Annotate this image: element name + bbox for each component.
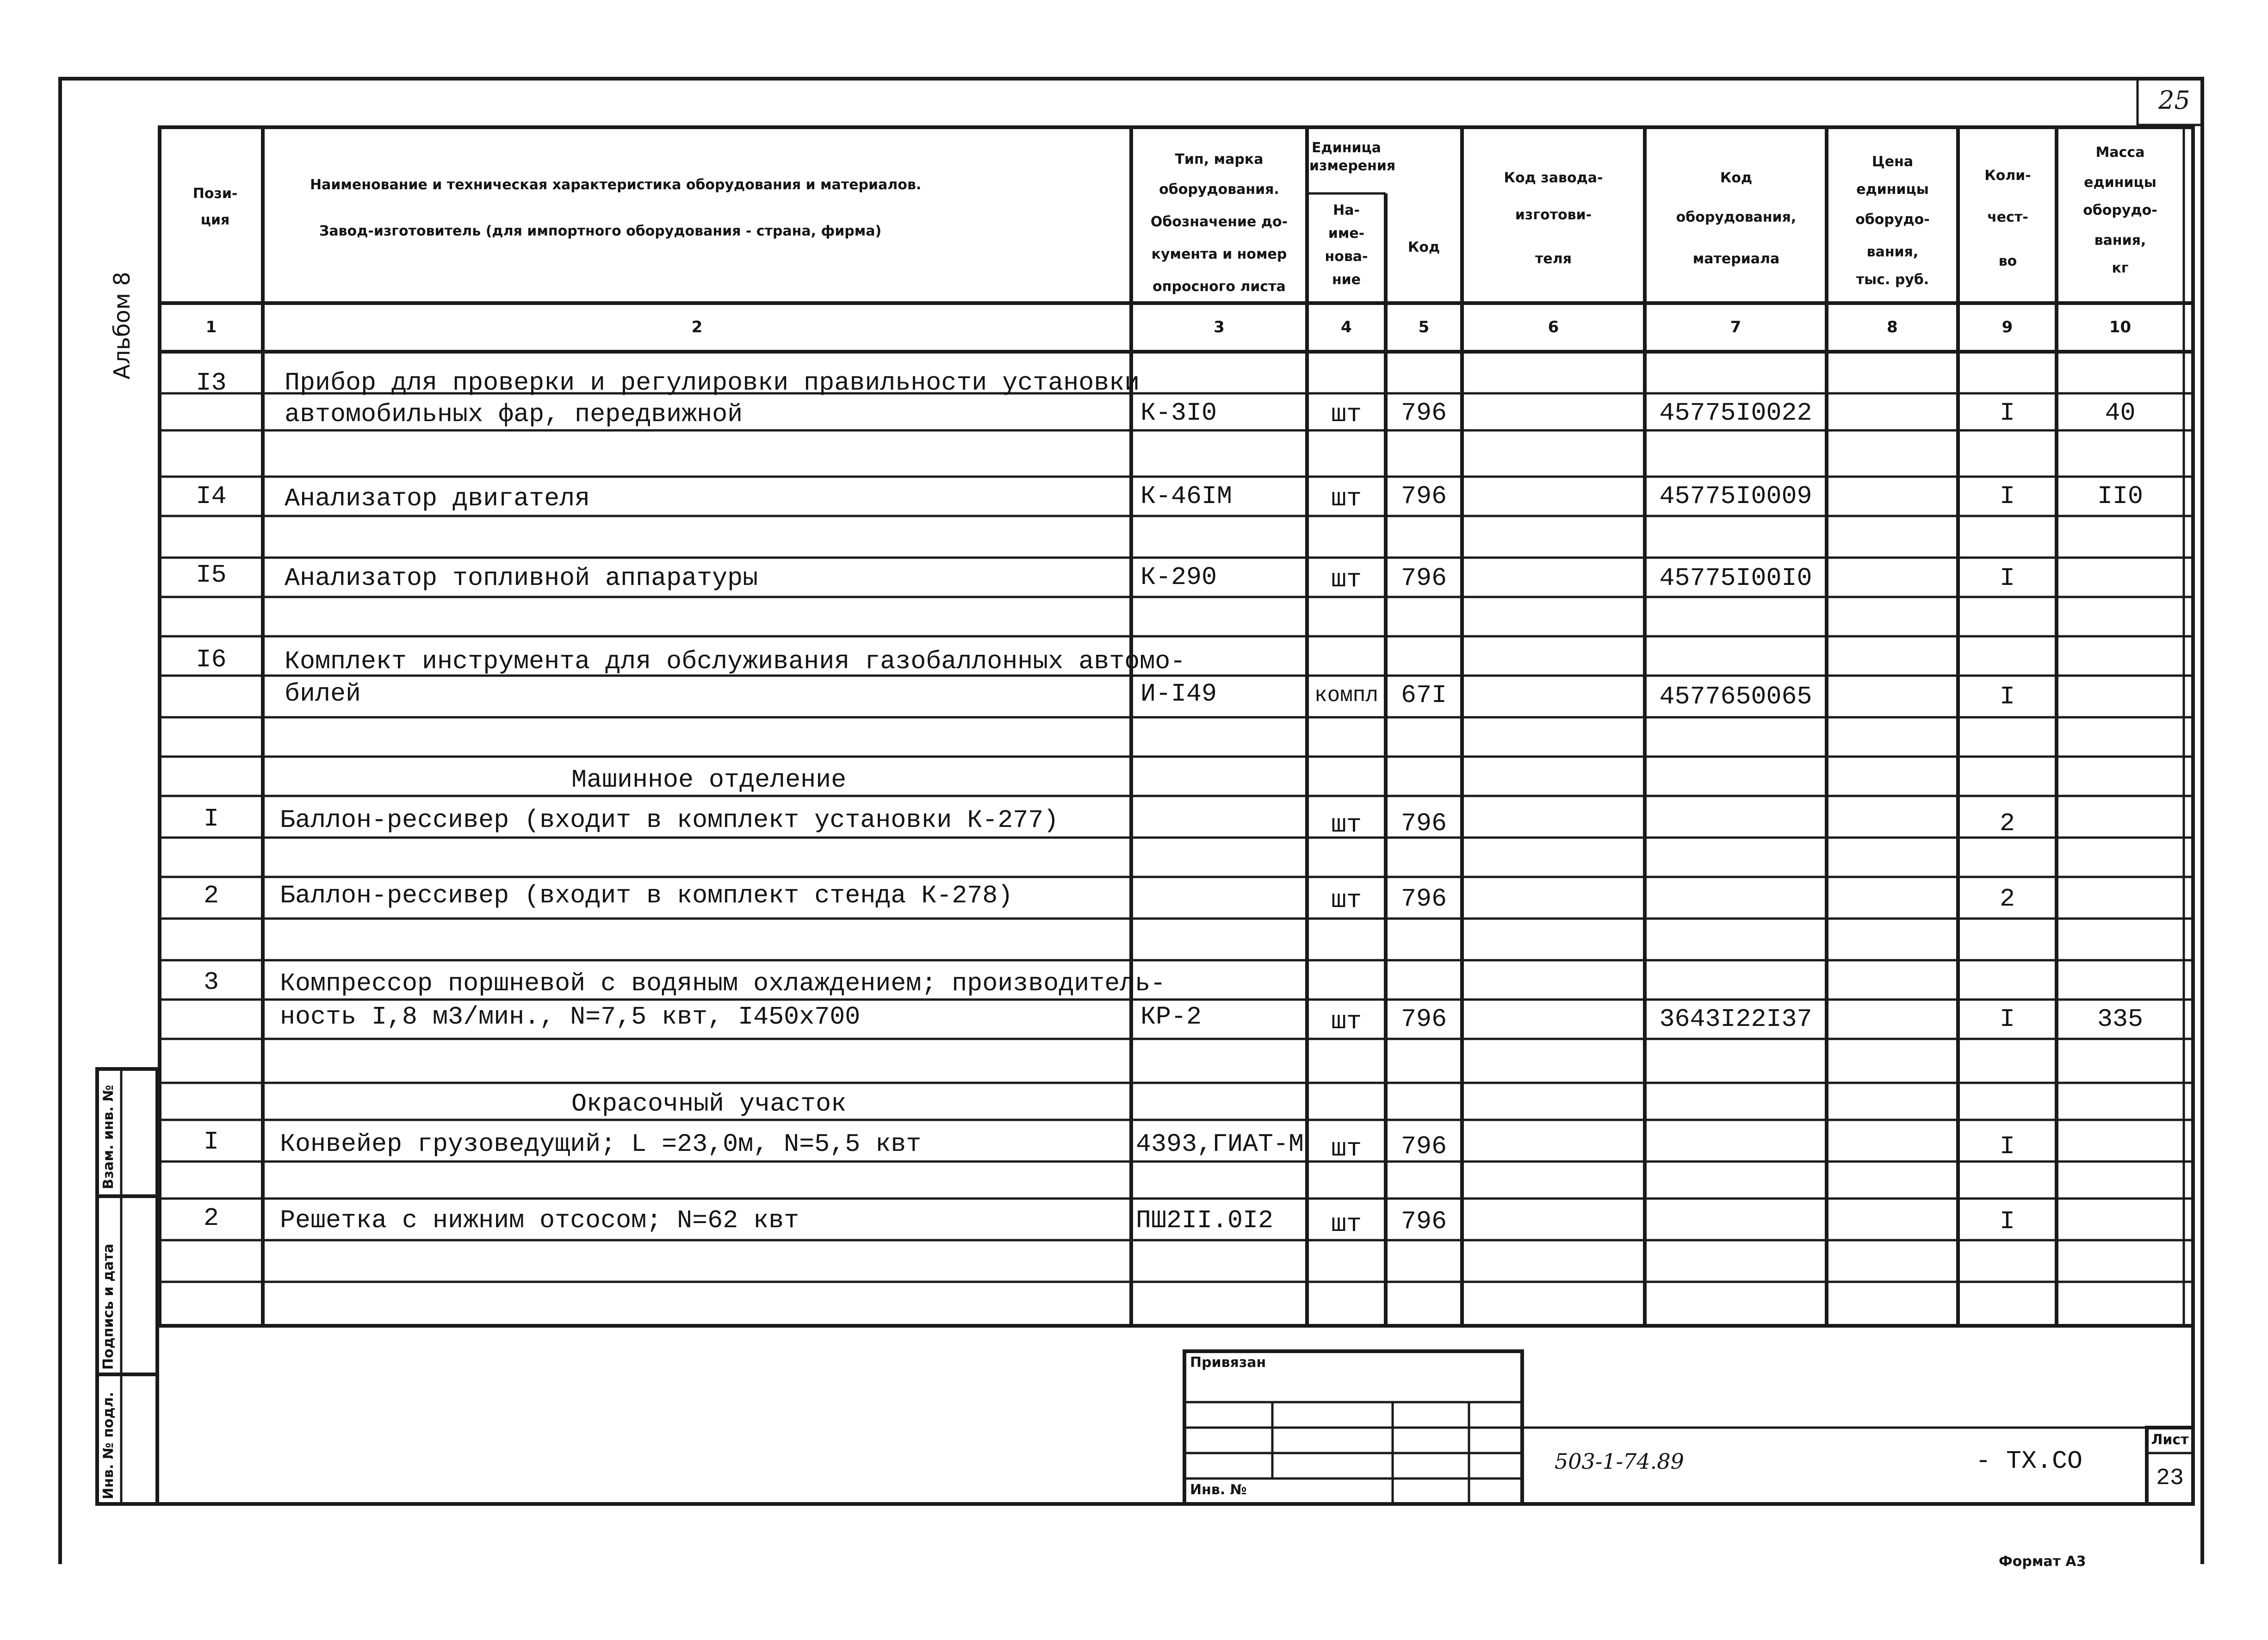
- document-code: - ТХ.СО: [1976, 1447, 2083, 1476]
- type-cell: ПШ2II.0I2: [1136, 1206, 1274, 1235]
- inv-label: Инв. №: [1190, 1482, 1247, 1498]
- quantity-cell: 2: [1999, 884, 2015, 913]
- quantity-cell: I: [1999, 682, 2015, 711]
- unit-code-cell: 796: [1400, 1005, 1447, 1034]
- type-cell: К-3I0: [1140, 398, 1217, 428]
- section-heading: Окрасочный участок: [571, 1089, 847, 1118]
- equipment-code-cell: 4577650065: [1659, 682, 1812, 711]
- unit-code-cell: 796: [1400, 1207, 1447, 1236]
- unit-code-cell: 796: [1400, 809, 1447, 838]
- position-cell: I: [203, 1127, 219, 1156]
- position-cell: I6: [196, 645, 227, 674]
- name-cell: Баллон-рессивер (входит в комплект стенда К-278): [280, 881, 1013, 910]
- quantity-cell: I: [1999, 1005, 2015, 1034]
- unit-code-cell: 67I: [1400, 681, 1447, 710]
- quantity-cell: I: [1999, 1132, 2015, 1161]
- type-cell: К-290: [1140, 563, 1217, 592]
- sheet-label: Лист: [2151, 1432, 2189, 1448]
- name-cell: Анализатор двигателя: [285, 484, 590, 513]
- unit-cell: шт: [1331, 400, 1362, 429]
- unit-cell: шт: [1331, 484, 1362, 513]
- format-label: Формат А3: [1999, 1553, 2086, 1570]
- unit-code-cell: 796: [1400, 884, 1447, 913]
- equipment-code-cell: 3643I22I37: [1659, 1005, 1812, 1034]
- type-cell: И-I49: [1140, 679, 1217, 708]
- name-cell: Конвейер грузоведущий; L =23,0м, N=5,5 квт: [280, 1130, 922, 1159]
- sheet-number: 23: [2156, 1465, 2184, 1491]
- type-cell: КР-2: [1140, 1002, 1202, 1031]
- name-cell: ность I,8 м3/мин., N=7,5 квт, I450х700: [280, 1002, 861, 1031]
- name-cell: билей: [285, 679, 361, 708]
- name-cell: автомобильных фар, передвижной: [285, 400, 743, 429]
- quantity-cell: I: [1999, 564, 2015, 593]
- equipment-code-cell: 45775I0022: [1659, 398, 1812, 428]
- unit-cell: шт: [1331, 886, 1362, 915]
- name-cell: Решетка с нижним отсосом; N=62 квт: [280, 1206, 799, 1235]
- type-cell: 4393,ГИАТ-М: [1136, 1130, 1304, 1159]
- position-cell: I3: [196, 368, 227, 398]
- stamp-signature-date: Подпись и дата: [100, 1243, 117, 1370]
- header-name-line2: Завод-изготовитель (для импортного оборудования - страна, фирма): [319, 223, 882, 239]
- page-corner-number: 25: [2158, 86, 2190, 115]
- position-cell: 2: [203, 1204, 219, 1233]
- header-position: Пози- ция: [192, 186, 238, 228]
- name-cell: Прибор для проверки и регулировки правильности установки: [285, 368, 1140, 398]
- position-cell: I: [203, 804, 219, 833]
- equipment-code-cell: 45775I00I0: [1659, 564, 1812, 593]
- position-cell: 3: [203, 968, 219, 997]
- quantity-cell: I: [1999, 398, 2015, 428]
- unit-cell: шт: [1331, 1007, 1362, 1036]
- section-heading: Машинное отделение: [571, 765, 847, 795]
- equipment-code-cell: 45775I0009: [1659, 482, 1812, 511]
- position-cell: I4: [196, 482, 227, 511]
- name-cell: Комплект инструмента для обслуживания газобаллонных автомо-: [285, 647, 1186, 676]
- stamp-original-inv: Инв. № подл.: [100, 1392, 117, 1499]
- unit-cell: шт: [1331, 1134, 1362, 1163]
- unit-code-cell: 796: [1400, 482, 1447, 511]
- album-label: Альбом 8: [109, 272, 135, 379]
- unit-code-cell: 796: [1400, 398, 1447, 428]
- mass-cell: II0: [2097, 482, 2144, 511]
- unit-cell: шт: [1331, 810, 1362, 839]
- header-name-line1: Наименование и техническая характеристика оборудования и материалов.: [310, 177, 922, 193]
- name-cell: Баллон-рессивер (входит в комплект установки К-277): [280, 806, 1059, 835]
- quantity-cell: I: [1999, 482, 2015, 511]
- unit-cell: шт: [1331, 565, 1362, 594]
- position-cell: I5: [196, 560, 227, 590]
- header-unit-group: Единица измерения: [1309, 140, 1396, 174]
- bound-label: Привязан: [1190, 1354, 1266, 1371]
- unit-cell: шт: [1331, 1210, 1362, 1239]
- stamp-replace-inv: Взам. инв. №: [100, 1085, 117, 1189]
- position-cell: 2: [203, 881, 219, 910]
- handwritten-code: 503-1-74.89: [1555, 1449, 1684, 1474]
- header-unit-code: Код: [1407, 239, 1440, 255]
- quantity-cell: 2: [1999, 809, 2015, 838]
- mass-cell: 335: [2097, 1005, 2144, 1034]
- unit-cell: компл: [1314, 683, 1379, 708]
- unit-code-cell: 796: [1400, 564, 1447, 593]
- type-cell: К-46IМ: [1140, 482, 1233, 511]
- name-cell: Компрессор поршневой с водяным охлаждением; производитель-: [280, 969, 1166, 998]
- mass-cell: 40: [2105, 398, 2136, 428]
- name-cell: Анализатор топливной аппаратуры: [285, 564, 758, 593]
- quantity-cell: I: [1999, 1207, 2015, 1236]
- unit-code-cell: 796: [1400, 1132, 1447, 1161]
